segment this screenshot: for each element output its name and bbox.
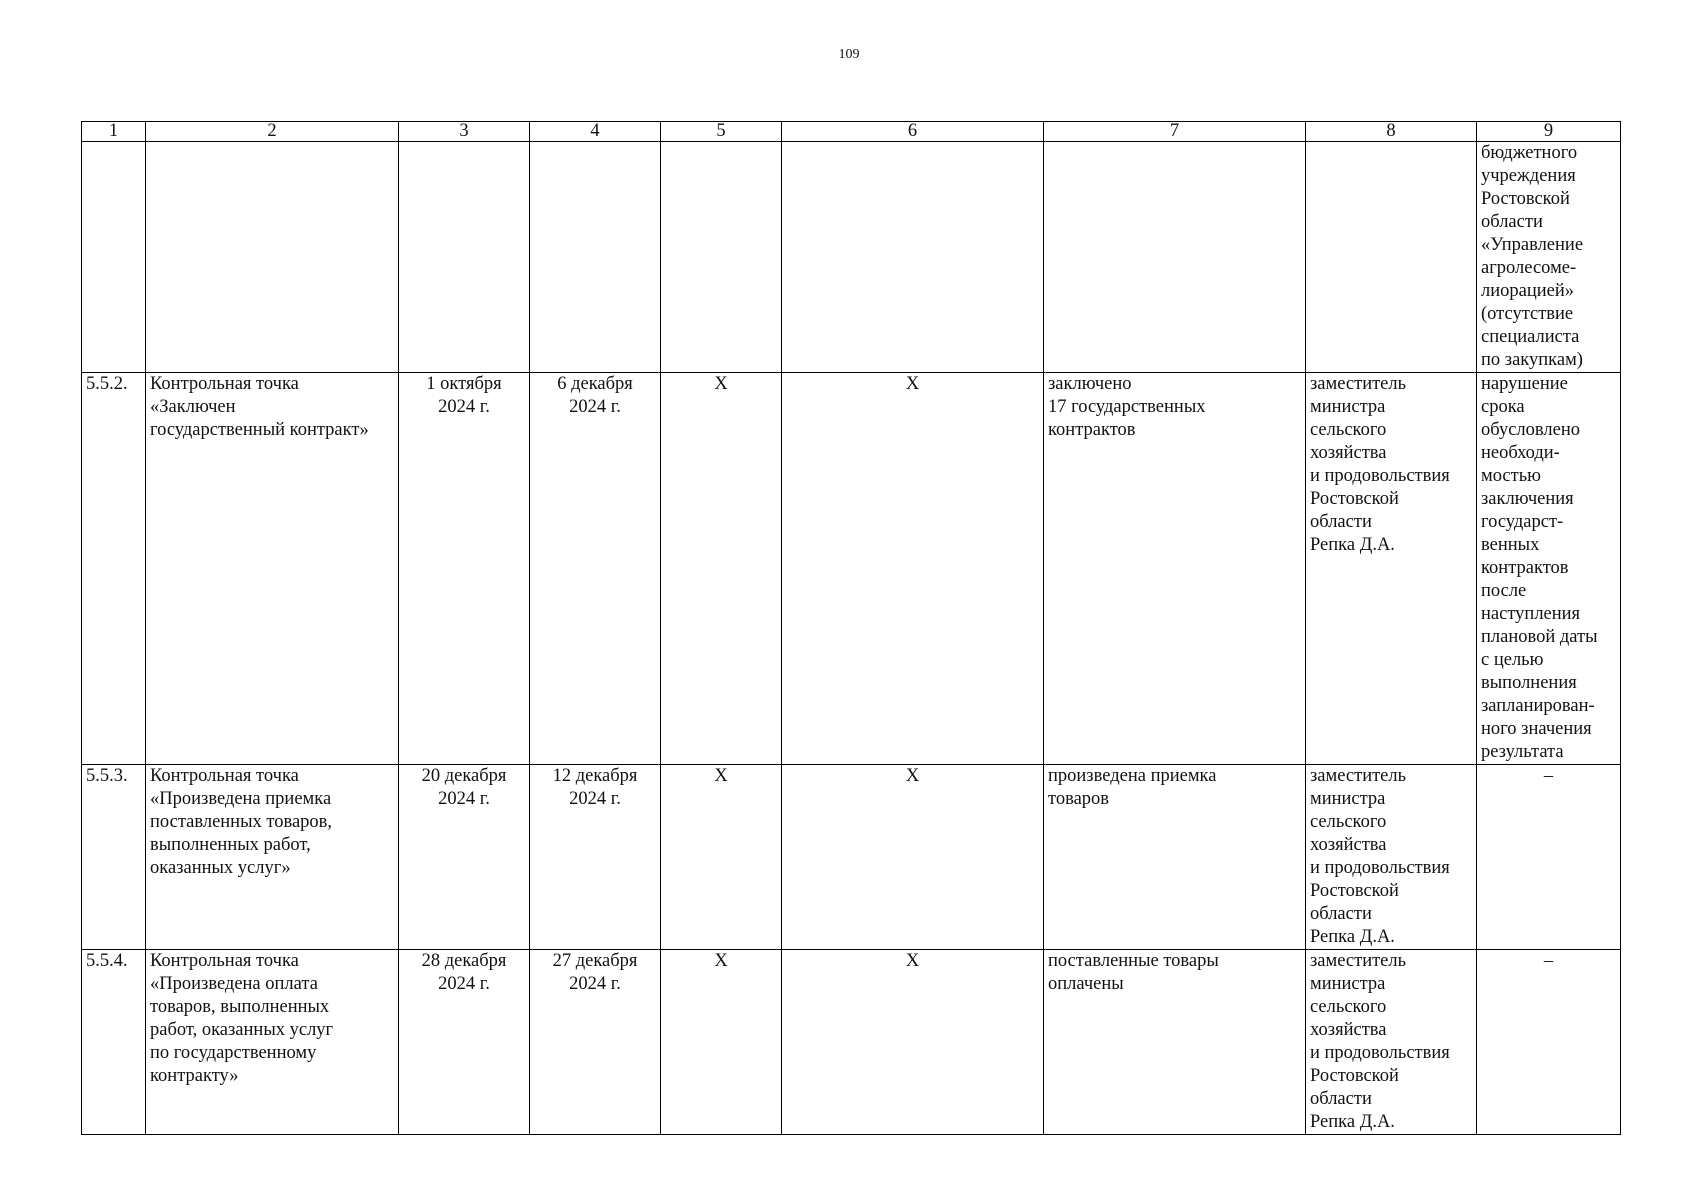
cell-col5: X — [661, 373, 782, 765]
cell-number: 5.5.3. — [82, 765, 146, 950]
cell-number: 5.5.2. — [82, 373, 146, 765]
column-header: 4 — [530, 122, 661, 142]
table-row — [82, 142, 1621, 373]
cell-plan-date: 1 октября 2024 г. — [399, 373, 530, 765]
table-row — [82, 765, 1621, 950]
column-header: 2 — [146, 122, 399, 142]
cell-note: нарушение срока обусловлено необходи- мостью заключения государст- венных контрактов после наступления плановой даты с целью выполнения запланирован- ного значения результата — [1477, 373, 1621, 765]
cell-name — [146, 142, 399, 373]
cell-plan-date: 20 декабря 2024 г. — [399, 765, 530, 950]
cell-fact-date: 27 декабря 2024 г. — [530, 950, 661, 1135]
cell-responsible: заместитель министра сельского хозяйства и продовольствия Ростовской области Репка Д.А. — [1306, 950, 1477, 1135]
table-row — [82, 950, 1621, 1135]
table-row — [82, 373, 1621, 765]
cell-col6 — [782, 142, 1044, 373]
cell-number — [82, 142, 146, 373]
cell-responsible: заместитель министра сельского хозяйства и продовольствия Ростовской области Репка Д.А. — [1306, 373, 1477, 765]
cell-col5: X — [661, 950, 782, 1135]
cell-col6: X — [782, 950, 1044, 1135]
cell-plan-date: 28 декабря 2024 г. — [399, 950, 530, 1135]
column-header: 3 — [399, 122, 530, 142]
cell-number: 5.5.4. — [82, 950, 146, 1135]
column-header: 1 — [82, 122, 146, 142]
report-table — [81, 121, 1621, 1135]
cell-responsible — [1306, 142, 1477, 373]
page-number: 109 — [838, 47, 860, 62]
cell-fact-date: 12 декабря 2024 г. — [530, 765, 661, 950]
cell-fact-date — [530, 142, 661, 373]
cell-responsible: заместитель министра сельского хозяйства и продовольствия Ростовской области Репка Д.А. — [1306, 765, 1477, 950]
column-number-row — [82, 122, 1621, 142]
cell-result: заключено 17 государственных контрактов — [1044, 373, 1306, 765]
cell-col5 — [661, 142, 782, 373]
cell-name: Контрольная точка «Произведена оплата товаров, выполненных работ, оказанных услуг по государственному контракту» — [146, 950, 399, 1135]
cell-col5: X — [661, 765, 782, 950]
cell-note: – — [1477, 950, 1621, 1135]
column-header: 8 — [1306, 122, 1477, 142]
cell-note: бюджетного учреждения Ростовской области «Управление агролесоме- лиорацией» (отсутствие специалиста по закупкам) — [1477, 142, 1621, 373]
column-header: 9 — [1477, 122, 1621, 142]
cell-result: произведена приемка товаров — [1044, 765, 1306, 950]
cell-fact-date: 6 декабря 2024 г. — [530, 373, 661, 765]
cell-result: поставленные товары оплачены — [1044, 950, 1306, 1135]
column-header: 7 — [1044, 122, 1306, 142]
cell-result — [1044, 142, 1306, 373]
cell-name: Контрольная точка «Заключен государственный контракт» — [146, 373, 399, 765]
cell-note: – — [1477, 765, 1621, 950]
cell-col6: X — [782, 765, 1044, 950]
column-header: 6 — [782, 122, 1044, 142]
cell-col6: X — [782, 373, 1044, 765]
cell-name: Контрольная точка «Произведена приемка поставленных товаров, выполненных работ, оказанных услуг» — [146, 765, 399, 950]
cell-plan-date — [399, 142, 530, 373]
column-header: 5 — [661, 122, 782, 142]
